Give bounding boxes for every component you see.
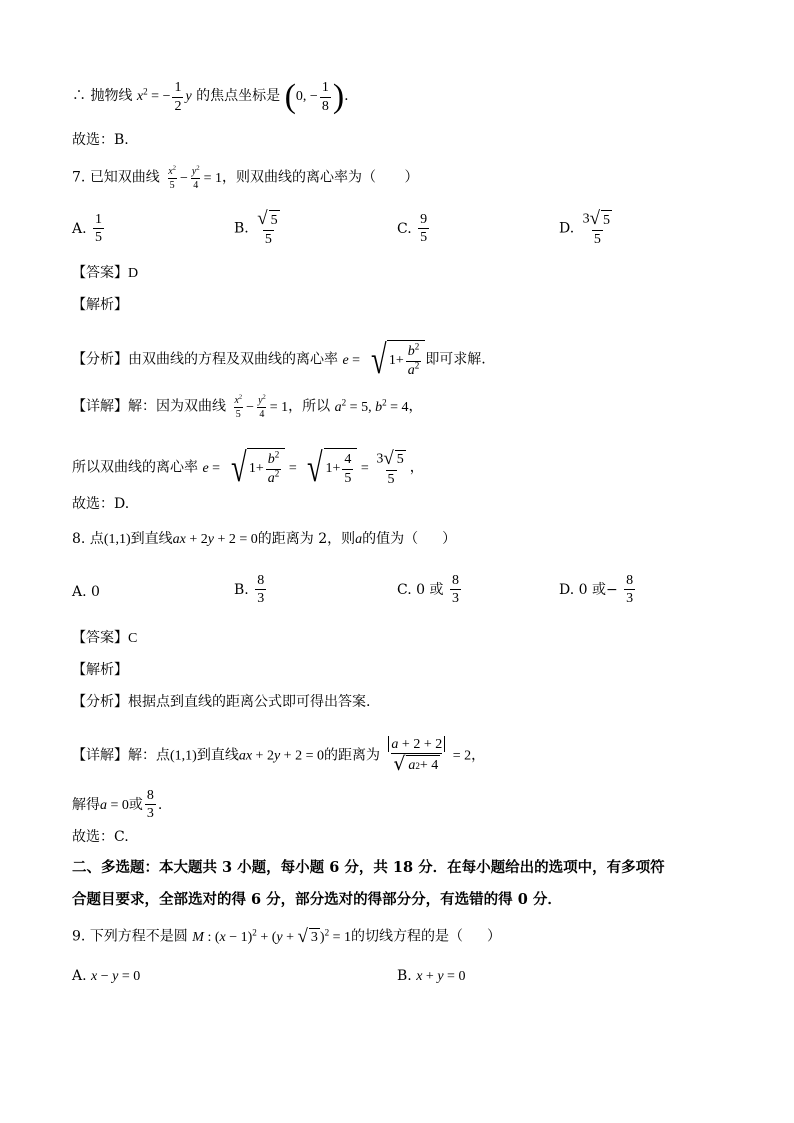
q8-detail: 【详解】解：点(1,1)到直线ax + 2y + 2 = 0的距离为 a + 2 + 2 √ a 2 + 4 = 2，	[72, 737, 486, 776]
q8-option-d[interactable]: D. 0 或− $\frac{8}{3}$	[559, 573, 634, 607]
q6-text: 抛物线	[90, 88, 133, 105]
q8-choice: 故选：C.	[72, 829, 129, 845]
question-number: 9.	[72, 928, 86, 945]
q8-option-c[interactable]: C. 0 或 $\frac{8}{3}$	[397, 573, 459, 607]
q8-analysis-label: 【解析】	[72, 662, 128, 678]
q7-option-d[interactable]: D. 3 √ 5 5	[559, 208, 611, 247]
q8-option-b[interactable]: B. $\frac{8}{3}$	[234, 573, 265, 607]
q8-option-a[interactable]: A. 0	[72, 584, 100, 600]
q7-stem: 7. 已知双曲线 $\frac{x^2}{5}$ − $\frac{y^2}{4}$ = 1，则双曲线的离心率为（ ）	[72, 164, 419, 191]
q7-answer: 【答案】D	[72, 265, 139, 281]
q8-fenxi: 【分析】根据点到直线的距离公式即可得出答案.	[72, 694, 371, 710]
eccentricity-formula: e = √ 1+ $\frac{b^2}{a^2}$	[342, 353, 425, 368]
q8-answer: 【答案】C	[72, 630, 138, 646]
focus-coordinate: (0, − $\frac{1}{8}$ )	[284, 78, 345, 115]
section-heading-line-1: 二、多选题：本大题共 3 小题，每小题 6 分，共 18 分．在每小题给出的选项中，有多项符	[72, 859, 665, 876]
q9-stem: 9. 下列方程不是圆 M : $(x - 1)^2 + (y$ + √ 3 )$^2$ = 1的切线方程的是（ ）	[72, 926, 502, 947]
q7-detail-2: 所以双曲线的离心率 e = √ 1+ $\frac{b^2}{a^2}$ = √ 1+ $\frac{4}{5}$ = 3 √ 5 5 ，	[72, 445, 424, 490]
q6-focus-line: ∴ 抛物线 $x^2$ = − $\frac{1}{2}$ y 的焦点坐标是 (0, − $\frac{1}{8}$ ).	[72, 78, 349, 115]
distance-formula: a + 2 + 2 √ a 2 + 4	[386, 737, 447, 774]
q9-option-a[interactable]: A. x − y = 0	[72, 968, 141, 984]
q7-option-b[interactable]: B. √ 5 5	[234, 208, 278, 247]
q7-choice: 故选：D.	[72, 496, 130, 512]
q8-solve: 解得a = 0或 $\frac{8}{3}$ .	[72, 788, 163, 822]
question-number: 8.	[72, 531, 86, 547]
q8-stem: 8. 点(1,1)到直线ax + 2y + 2 = 0的距离为 2，则a的值为（ ）	[72, 531, 457, 547]
q7-analysis-label: 【解析】	[72, 297, 128, 313]
question-number: 7.	[72, 169, 86, 186]
answer-value: C	[128, 631, 138, 646]
hyperbola-equation: $\frac{x^2}{5}$ − $\frac{y^2}{4}$ = 1	[168, 164, 222, 191]
q7-option-a[interactable]: A. $\frac{1}{5}$	[72, 212, 103, 246]
q7-fenxi: 【分析】由双曲线的方程及双曲线的离心率 e = √ 1+ $\frac{b^2}{a^2}$ 即可求解.	[72, 337, 486, 382]
parabola-equation: $x^2$ = − $\frac{1}{2}$ y	[136, 80, 192, 114]
q7-option-c[interactable]: C. $\frac{9}{5}$	[397, 212, 428, 246]
q7-detail: 【详解】解：因为双曲线 $\frac{x^2}{5}$ − $\frac{y^2}{4}$ = 1，所以 $a^2 = 5$, $b^2 = 4$，	[72, 393, 423, 420]
q6-text: 的焦点坐标是	[196, 88, 281, 105]
q9-option-b[interactable]: B. x + y = 0	[397, 968, 466, 984]
therefore-symbol: ∴	[72, 88, 86, 105]
section-heading-line-2: 合题目要求，全部选对的得 6 分，部分选对的得部分分，有选错的得 0 分．	[72, 891, 562, 908]
q6-choice: 故选：B.	[72, 132, 129, 148]
answer-value: D	[128, 266, 139, 281]
circle-equation: M : $(x - 1)^2 + (y$ + √ 3 )$^2$ = 1	[192, 926, 352, 947]
